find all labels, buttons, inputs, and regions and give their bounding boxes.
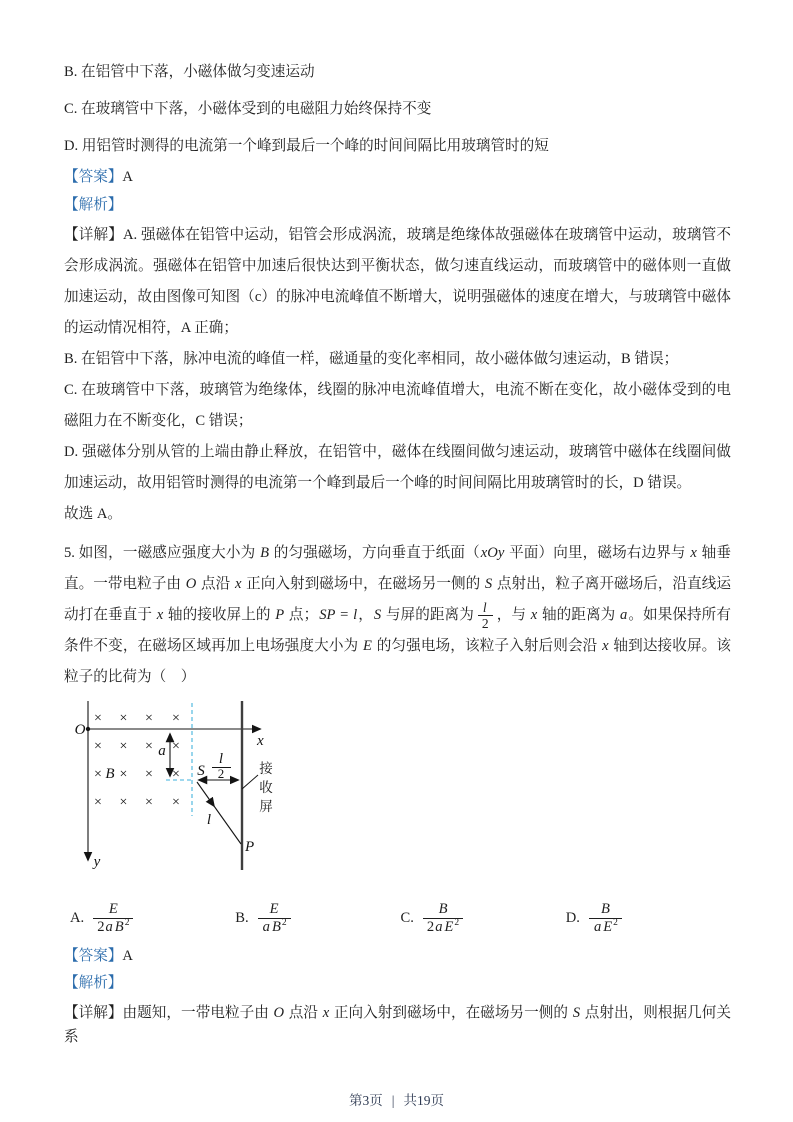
fraction-numerator-l: l — [218, 751, 224, 768]
math-var: x — [156, 607, 164, 623]
screen-label-char: 屏 — [259, 799, 273, 815]
q4-explanation-c: C. 在玻璃管中下落，玻璃管为绝缘体，线圈的脉冲电流峰值增大，电流不断在变化，故小磁体受到的电磁阻力在不断变化，C 错误； — [64, 382, 731, 429]
q4-detail-paragraph: 【详解】A. 强磁体在铝管中运动，铝管会形成涡流，玻璃是绝缘体故强磁体在玻璃管中运动，玻璃管不会形成涡流。强磁体在铝管中加速后很快达到平衡状态，做匀速直线运动，而玻璃管中的磁体则一直做加速运动，故由图像可知图（c）的脉冲电流峰值不断增大，说明强磁体的速度在增大，与玻璃管中磁体的运动情况相符，A 正确； — [64, 227, 731, 336]
analysis-marker: 【解析】 — [64, 197, 123, 213]
math-var: B — [114, 918, 124, 935]
q5-answer-line — [64, 944, 731, 968]
math-var: x — [690, 545, 697, 561]
screen-label-tick — [242, 775, 258, 789]
q4-explanation-b: B. 在铝管中下落，脉冲电流的峰值一样，磁通量的变化率相同，故小磁体做匀速运动，B 错误； — [64, 351, 679, 367]
math-var: SP — [319, 607, 336, 623]
field-cross-icon: × — [119, 795, 128, 811]
math-var: l — [353, 607, 358, 623]
option-formula — [423, 901, 463, 935]
math-superscript: 2 — [124, 917, 130, 928]
q5-stem: 5. 如图，一磁感应强度大小为 B 的匀强磁场，方向垂直于纸面（xOy 平面）向里，磁场右边界与 x 轴垂直。一带电粒子由 O 点沿 x 正向入射到磁场中，在磁场另一侧的 S 点射出，粒子离开磁场后，沿直线运动打在垂直于 x 轴的接收屏上的 P 点；SP = l，S 与屏的距离为 $\frac{l}{2}$ ，与 x 轴的距离为 a。如果保持所有条件不变，在磁场区域再加上电场强度大小为 E 的匀强电场，该粒子入射后则会沿 x 轴到达接收屏。该粒子的比荷为（ ） — [64, 545, 731, 686]
y-axis-label: y — [93, 854, 101, 871]
field-cross-icon: × — [119, 767, 128, 783]
field-cross-icon: × — [94, 739, 102, 755]
math-var: xOy — [480, 545, 505, 561]
math-var: E — [603, 918, 613, 935]
distance-a-label: a — [158, 743, 166, 760]
q5-analysis-line — [64, 971, 731, 995]
math-var: E — [108, 901, 118, 918]
q5-option-a — [70, 901, 235, 935]
field-cross-icon: × — [172, 795, 180, 811]
q5-option-c — [401, 901, 566, 935]
option-label: C. — [400, 909, 414, 926]
point-s-label: S — [197, 763, 205, 780]
footer-total-pages: 共19页 — [403, 1093, 444, 1108]
field-cross-icon: × — [94, 795, 102, 811]
option-label: A. — [70, 909, 85, 926]
math-var: a — [262, 918, 270, 935]
field-cross-icon: × — [94, 711, 102, 727]
sp-trajectory-arrow — [197, 782, 214, 806]
q4-analysis-line — [64, 193, 731, 217]
math-var: B — [260, 545, 269, 561]
math-var: E — [363, 638, 372, 655]
exam-content — [64, 60, 731, 1049]
field-cross-grid — [94, 711, 180, 810]
q5-answer-value: A — [122, 948, 133, 965]
math-var: l — [482, 600, 487, 616]
page-footer — [0, 1092, 793, 1110]
math-superscript: 2 — [454, 917, 460, 928]
field-b-label: B — [105, 766, 115, 783]
q4-option-d: D. 用铝管时测得的电流第一个峰到最后一个峰的时间间隔比用玻璃管时的短 — [64, 138, 549, 154]
math-var: S — [373, 607, 382, 623]
math-var: a — [435, 918, 443, 935]
footer-divider: | — [391, 1093, 395, 1108]
q4-answer-value: A — [122, 169, 133, 185]
field-cross-icon: × — [119, 711, 128, 727]
math-var: B — [600, 901, 610, 918]
origin-label: O — [74, 722, 86, 739]
answer-marker: 【答案】 — [64, 948, 123, 965]
q5-option-d — [566, 901, 731, 935]
option-label: B. — [235, 909, 249, 926]
math-var: x — [322, 1005, 330, 1022]
sp-trajectory-line — [214, 806, 241, 844]
math-var: P — [275, 607, 285, 623]
screen-label-char: 收 — [259, 780, 273, 796]
point-p-label: P — [245, 839, 255, 856]
math-var: x — [602, 638, 609, 655]
length-l-label: l — [206, 812, 212, 829]
math-var: x — [530, 607, 538, 623]
screen-label-char: 接 — [259, 761, 273, 777]
field-cross-icon: × — [145, 795, 153, 811]
field-cross-icon: × — [145, 711, 153, 727]
q5-figure — [71, 693, 731, 883]
option-formula — [258, 901, 291, 935]
q4-option-b: B. 在铝管中下落，小磁体做匀变速运动 — [64, 64, 315, 80]
analysis-marker: 【解析】 — [64, 975, 123, 992]
q5-detail-paragraph: 【详解】由题知，一带电粒子由 O 点沿 x 正向入射到磁场中，在磁场另一侧的 S 点射出，则根据几何关系 — [64, 1005, 731, 1046]
math-var: O — [273, 1005, 285, 1022]
option-label: D. — [565, 909, 580, 926]
field-cross-icon: × — [172, 739, 180, 755]
field-cross-icon: × — [145, 767, 153, 783]
q5-options-row — [64, 895, 731, 941]
origin-dot — [86, 727, 90, 731]
math-var: B — [438, 901, 448, 918]
math-superscript: 2 — [281, 917, 287, 928]
math-var: S — [484, 576, 493, 592]
option-formula — [93, 901, 133, 935]
answer-marker: 【答案】 — [64, 169, 123, 185]
math-var: E — [444, 918, 454, 935]
math-var: a — [105, 918, 113, 935]
field-cross-icon: × — [172, 767, 180, 783]
math-fraction: $\frac{B}{2a E^2}$ — [423, 901, 463, 935]
math-var: O — [185, 576, 197, 592]
math-fraction: $\frac{l}{2}$ — [478, 600, 493, 631]
math-var: a — [620, 607, 628, 623]
x-axis-label: x — [257, 733, 264, 750]
field-cross-icon: × — [119, 739, 128, 755]
math-fraction — [589, 901, 622, 935]
field-cross-icon: × — [145, 739, 153, 755]
math-var: E — [269, 901, 279, 918]
math-superscript: 2 — [613, 917, 618, 928]
receiver-screen-label — [259, 760, 273, 814]
q4-conclusion: 故选 A。 — [64, 506, 122, 522]
fraction-denominator-2: 2 — [217, 766, 225, 782]
math-var: a — [593, 918, 602, 935]
q4-answer-line — [64, 165, 731, 189]
field-cross-icon: × — [94, 767, 102, 783]
math-var: B — [271, 918, 281, 935]
math-var: S — [572, 1005, 581, 1022]
math-fraction — [258, 901, 291, 935]
magnetic-field-diagram — [71, 693, 287, 878]
option-formula — [589, 901, 622, 935]
math-var: x — [234, 576, 242, 592]
q4-option-c: C. 在玻璃管中下落，小磁体受到的电磁阻力始终保持不变 — [64, 101, 432, 117]
footer-page-number: 第3页 — [349, 1093, 383, 1108]
math-fraction: $\frac{E}{2a B^2}$ — [93, 901, 133, 935]
field-cross-icon: × — [172, 711, 180, 727]
q5-option-b — [235, 901, 400, 935]
q4-explanation-d: D. 强磁体分别从管的上端由静止释放，在铝管中，磁体在线圈间做匀速运动，玻璃管中磁体在线圈间做加速运动，故用铝管时测得的电流第一个峰到最后一个峰的时间间隔比用玻璃管时的长，D 错误。 — [64, 444, 731, 491]
